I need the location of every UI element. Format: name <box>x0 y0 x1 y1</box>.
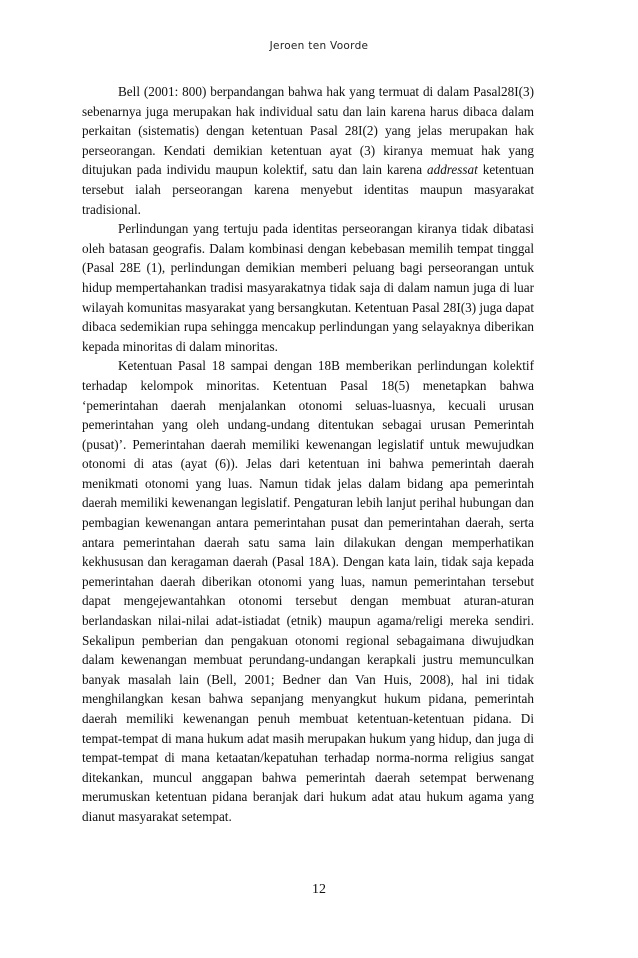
paragraph-2: Perlindungan yang tertuju pada identitas perseorangan kiranya tidak dibatasi oleh batasan geografis. Dalam kombinasi dengan kebebasan memilih tempat tinggal (Pasal 28E (1), perlindungan demikian memberi peluang bagi perseorangan untuk hidup mempertahankan tradisi masyarakatnya tidak saja di dalam namun juga di luar wilayah komunitas masyarakat yang bersangkutan. Ketentuan Pasal 28I(3) juga dapat dibaca sedemikian rupa sehingga mencakup perlindungan yang selayaknya diberikan kepada minoritas di dalam minoritas. <box>82 221 534 354</box>
body-text <box>82 82 534 827</box>
paragraph-3: Ketentuan Pasal 18 sampai dengan 18B memberikan perlindungan kolektif terhadap kelompok minoritas. Ketentuan Pasal 18(5) menetapkan bahwa ‘pemerintahan daerah menjalankan otonomi seluas-luasnya, kecuali urusan pemerintahan yang oleh undang-undang ditentukan sebagai urusan Pemerintah (pusat)’. Pemerintahan daerah memiliki kewenangan legislatif untuk mewujudkan otonomi di atas (ayat (6)). Jelas dari ketentuan ini bahwa pemerintah daerah menikmati otonomi yang luas. Namun tidak jelas dalam bidang apa pemerintah daerah memiliki kewenangan legislatif. Pengaturan lebih lanjut perihal hubungan dan pembagian kewenangan antara pemerintahan pusat dan pemerintahan daerah, serta antara pemerintahan daerah satu sama lain dilakukan dengan memperhatikan kekhususan dan keragaman daerah (Pasal 18A). Dengan kata lain, tidak saja kepada pemerintahan daerah diberikan otonomi yang luas, namun pemerintahan tersebut dapat mengejewantahkan otonomi tersebut dengan membuat aturan-aturan berlandaskan nilai-nilai adat-istiadat (etnik) maupun agama/religi mereka sendiri. Sekalipun pemberian dan pengakuan otonomi regional sebagaimana diwujudkan dalam kewenangan membuat perundang-undangan kerapkali justru memunculkan banyak masalah lain (Bell, 2001; Bedner dan Van Huis, 2008), hal ini tidak menghilangkan kesan bahwa sepanjang menyangkut hukum pidana, pemerintah daerah memiliki kewenangan penuh membuat ketentuan-ketentuan pidana. Di tempat-tempat di mana hukum adat masih merupakan hukum yang hidup, dan juga di tempat-tempat di mana ketaatan/kepatuhan terhadap norma-norma religius sangat ditekankan, muncul anggapan bahwa pemerintah daerah setempat berwenang merumuskan ketentuan pidana beranjak dari hukum adat atau hukum agama yang dianut masyarakat setempat. <box>82 358 534 824</box>
page-number: 12 <box>312 882 326 897</box>
paragraph-1-text: Bell (2001: 800) berpandangan bahwa hak yang termuat di dalam Pasal28I(3) sebenarnya juga merupakan hak individual satu dan lain karena harus dibaca dalam perkaitan (sistematis) dengan ketentuan Pasal 28I(2) yang jelas merupakan hak perseorangan. Kendati demikian ketentuan ayat (3) kiranya memuat hak yang ditujukan pada individu maupun kolektif, satu dan lain karena <box>82 84 534 178</box>
paragraph-1 <box>82 82 534 219</box>
addressat-term: addressat <box>427 162 478 178</box>
paragraph-1-text-end: ketentuan tersebut ialah perseorangan karena menyebut identitas maupun masyarakat tradisional. <box>82 162 535 217</box>
running-header: Jeroen ten Voorde <box>269 40 369 52</box>
